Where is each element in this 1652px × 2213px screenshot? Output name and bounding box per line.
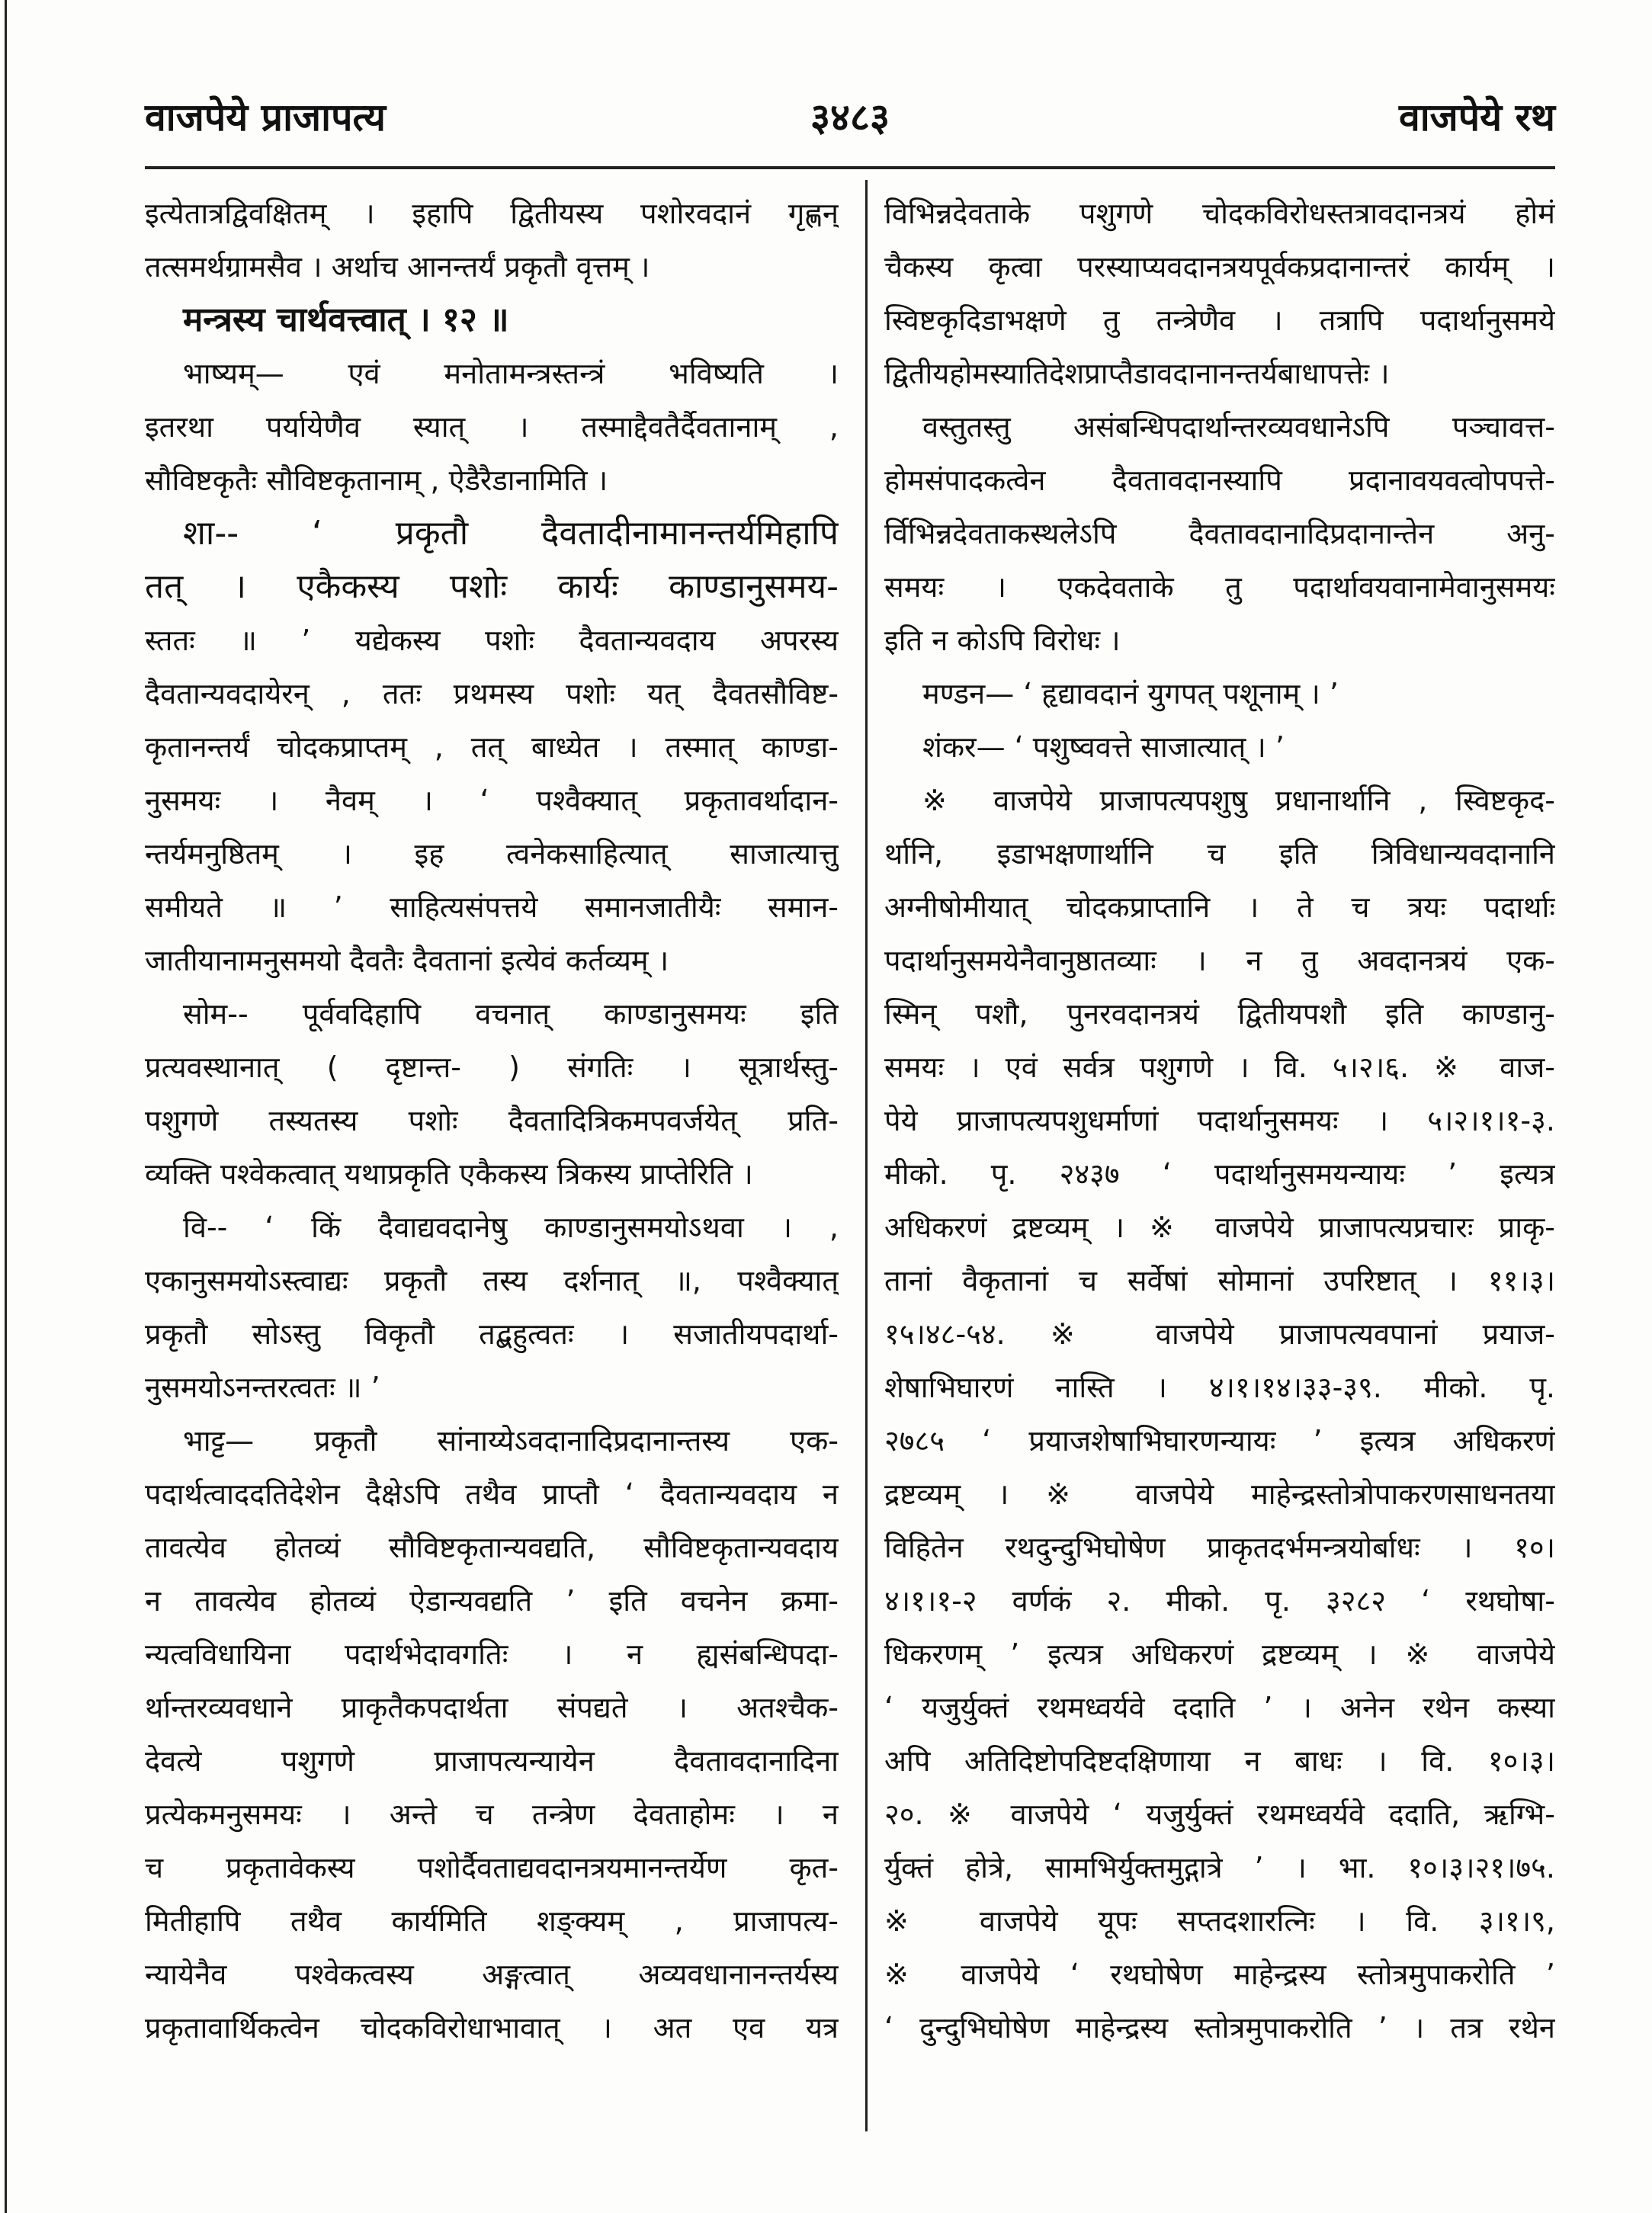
text-line: होमसंपादकत्वेन दैवतावदानस्यापि प्रदानावयवत्वोपपत्ते- — [884, 463, 1555, 497]
column-divider — [865, 180, 868, 2131]
text-line: सोम-- पूर्ववदिहापि वचनात् काण्डानुसमयः इति — [183, 997, 839, 1031]
text-line: शेषाभिघारणं नास्ति । ४।१।१४।३३-३९. मीको. पृ. — [884, 1371, 1555, 1404]
text-line: तत् । एकैकस्य पशोः कार्यः काण्डानुसमय- — [145, 567, 839, 606]
text-line: र्विभिन्नदेवताकस्थलेऽपि दैवतावदानादिप्रदानान्तेन अनु- — [884, 517, 1555, 550]
text-line: १५।४८-५४. ※ वाजपेये प्राजापत्यवपानां प्रयाज- — [884, 1317, 1555, 1351]
text-line: स्मिन् पशौ, पुनरवदानत्रयं द्वितीयपशौ इति काण्डानु- — [884, 997, 1555, 1031]
text-line: एकानुसमयोऽस्त्वाद्यः प्रकृतौ तस्य दर्शनात् ॥, पश्वैक्यात् — [145, 1264, 839, 1297]
text-line: तानां वैकृतानां च सर्वेषां सोमानां उपरिष्टात् । ११।३। — [884, 1264, 1555, 1297]
text-line: द्वितीयहोमस्यातिदेशप्राप्तैडावदानानन्तर्यबाधापत्तेः । — [884, 357, 1390, 390]
left-column — [145, 187, 839, 2054]
text-line: ‘ यजुर्युक्तं रथमध्वर्यवे ददाति ’ । अनेन रथेन कस्या — [884, 1691, 1555, 1724]
text-line: नुसमयः । नैवम् । ‘ पश्वैक्यात् प्रकृतावर्थादान- — [145, 784, 839, 817]
text-line: द्रष्टव्यम् । ※ वाजपेये माहेन्द्रस्तोत्रोपाकरणसाधनतया — [884, 1477, 1555, 1511]
text-line: चैकस्य कृत्वा परस्याप्यवदानत्रयपूर्वकप्रदानान्तरं कार्यम् । — [884, 250, 1555, 284]
text-line: सौविष्टकृतैः सौविष्टकृतानाम् , ऐडैरैडानामिति । — [145, 463, 608, 497]
page-number: ३४८३ — [810, 95, 890, 140]
text-line: प्रकृतौ सोऽस्तु विकृतौ तद्बहुत्वतः । सजातीयपदार्था- — [145, 1317, 839, 1351]
text-line: र्थान्तरव्यवधाने प्राकृतैकपदार्थता संपद्यते । अतश्चैक- — [145, 1691, 839, 1724]
text-line: भाट्ट— प्रकृतौ सांनाय्येऽवदानादिप्रदानान्तस्य एक- — [183, 1424, 839, 1458]
text-line: देवत्ये पशुगणे प्राजापत्यन्यायेन दैवतावदानादिना — [145, 1744, 839, 1778]
text-line: तत्समर्थग्रामसैव । अर्थाच आनन्तर्यं प्रकृतौ वृत्तम् । — [145, 250, 650, 284]
header-right-title: वाजपेये रथ — [1398, 95, 1555, 140]
text-line: इतरथा पर्यायेणैव स्यात् । तस्माद्दैवतैर्दैवतानाम् , — [145, 410, 839, 444]
text-line: अग्नीषोमीयात् चोदकप्राप्तानि । ते च त्रयः पदार्थाः — [884, 890, 1555, 924]
scan-edge-line — [5, 0, 7, 2213]
text-line: ४।१।१-२ वर्णकं २. मीको. पृ. ३२८२ ‘ रथघोषा- — [884, 1584, 1555, 1618]
text-line: पशुगणे तस्यतस्य पशोः दैवतादित्रिकमपवर्जयेत् प्रति- — [145, 1104, 839, 1137]
text-line: समयः । एकदेवताके तु पदार्थावयवानामेवानुसमयः — [884, 570, 1555, 604]
text-line: विहितेन रथदुन्दुभिघोषेण प्राकृतदर्भमन्त्रयोर्बाधः । १०। — [884, 1531, 1555, 1564]
text-line: जातीयानामनुसमयो दैवतैः दैवतानां इत्येवं कर्तव्यम् । — [145, 944, 669, 977]
text-line: मितीहापि तथैव कार्यमिति शङ्क्यम् , प्राजापत्य- — [145, 1904, 839, 1938]
text-line: इत्येतात्रद्विवक्षितम् । इहापि द्वितीयस्य पशोरवदानं गृह्णन् — [145, 197, 839, 230]
text-line: र्थानि, इडाभक्षणार्थानि च इति त्रिविधान्यवदानानि — [884, 837, 1555, 871]
text-line: र्युक्तं होत्रे, सामभिर्युक्तमुद्गात्रे ’ । भा. १०।३।२१।७५. — [884, 1851, 1555, 1884]
text-line: शंकर— ‘ पशुष्ववत्ते साजात्यात् । ’ — [922, 730, 1285, 764]
header-left-title: वाजपेये प्राजापत्य — [145, 95, 387, 140]
text-line: समीयते ॥ ’ साहित्यसंपत्तये समानजातीयैः समान- — [145, 890, 839, 924]
text-line: स्विष्टकृदिडाभक्षणे तु तन्त्रेणैव । तत्रापि पदार्थानुसमये — [884, 303, 1555, 337]
text-line: अधिकरणं द्रष्टव्यम् । ※ वाजपेये प्राजापत्यप्रचारः प्राकृ- — [884, 1211, 1555, 1244]
text-line: मन्त्रस्य चार्थवत्त्वात् । १२ ॥ — [183, 300, 509, 339]
text-line: च प्रकृतावेकस्य पशोर्दैवताद्यवदानत्रयमानन्तर्येण कृत- — [145, 1851, 839, 1884]
text-line: प्रत्येकमनुसमयः । अन्ते च तन्त्रेण देवताहोमः । न — [145, 1798, 839, 1831]
text-line: ※ वाजपेये प्राजापत्यपशुषु प्रधानार्थानि , स्विष्टकृद- — [922, 784, 1555, 817]
text-line: २०. ※ वाजपेये ‘ यजुर्युक्तं रथमध्वर्यवे ददाति, ऋग्भि- — [884, 1798, 1555, 1831]
text-line: ※ वाजपेये यूपः सप्तदशारत्निः । वि. ३।१।९, — [884, 1904, 1555, 1938]
text-line: न्तर्यमनुष्ठितम् । इह त्वनेकसाहित्यात् साजात्यात्तु — [145, 837, 839, 871]
text-line: प्रत्यवस्थानात् ( दृष्टान्त- ) संगतिः । सूत्रार्थस्तु- — [145, 1050, 839, 1084]
text-line: कृतानन्तर्यं चोदकप्राप्तम् , तत् बाध्येत । तस्मात् काण्डा- — [145, 730, 839, 764]
text-line: वस्तुतस्तु असंबन्धिपदार्थान्तरव्यवधानेऽपि पञ्चावत्त- — [922, 410, 1555, 444]
text-line: धिकरणम् ’ इत्यत्र अधिकरणं द्रष्टव्यम् । ※ वाजपेये — [884, 1637, 1555, 1671]
text-line: ‘ दुन्दुभिघोषेण माहेन्द्रस्य स्तोत्रमुपाकरोति ’ । तत्र रथेन — [884, 2011, 1555, 2045]
text-line: पेये प्राजापत्यपशुधर्माणां पदार्थानुसमयः । ५।२।१।१-३. — [884, 1104, 1555, 1137]
text-line: २७८५ ‘ प्रयाजशेषाभिघारणन्यायः ’ इत्यत्र अधिकरणं — [884, 1424, 1555, 1458]
text-line: न्यत्वविधायिना पदार्थभेदावगतिः । न ह्यसंबन्धिपदा- — [145, 1637, 839, 1671]
text-line: व्यक्ति पश्वेकत्वात् यथाप्रकृति एकैकस्य त्रिकस्य प्राप्तेरिति । — [145, 1157, 753, 1191]
header-rule — [145, 166, 1555, 169]
text-line: विभिन्नदेवताके पशुगणे चोदकविरोधस्तत्रावदानत्रयं होमं — [884, 197, 1555, 230]
text-line: मीको. पृ. २४३७ ‘ पदार्थानुसमयन्यायः ’ इत्यत्र — [884, 1157, 1555, 1191]
text-line: समयः । एवं सर्वत्र पशुगणे । वि. ५।२।६. ※ वाज- — [884, 1050, 1555, 1084]
text-line: प्रकृतावार्थिकत्वेन चोदकविरोधाभावात् । अत एव यत्र — [145, 2011, 839, 2045]
text-line: मण्डन— ‘ हृद्यावदानं युगपत् पशूनाम् । ’ — [922, 677, 1339, 710]
text-line: अपि अतिदिष्टोपदिष्टदक्षिणाया न बाधः । वि. १०।३। — [884, 1744, 1555, 1778]
text-line: पदार्थानुसमयेनैवानुष्ठातव्याः । न तु अवदानत्रयं एक- — [884, 944, 1555, 977]
text-line: स्ततः ॥ ’ यद्येकस्य पशोः दैवतान्यवदाय अपरस्य — [145, 624, 839, 657]
text-line: वि-- ‘ किं दैवाद्यवदानेषु काण्डानुसमयोऽथवा । , — [183, 1211, 839, 1244]
text-line: भाष्यम्— एवं मनोतामन्त्रस्तन्त्रं भविष्यति । — [183, 357, 839, 390]
text-line: ※ वाजपेये ‘ रथघोषेण माहेन्द्रस्य स्तोत्रमुपाकरोति ’ — [884, 1958, 1555, 1991]
text-line: नुसमयोऽनन्तरत्वतः ॥ ’ — [145, 1371, 380, 1404]
text-line: इति न कोऽपि विरोधः । — [884, 624, 1121, 657]
text-line: तावत्येव होतव्यं सौविष्टकृतान्यवद्यति, सौविष्टकृतान्यवदाय — [145, 1531, 839, 1564]
text-line: न्यायेनैव पश्वेकत्वस्य अङ्गत्वात् अव्यवधानानन्तर्यस्य — [145, 1958, 839, 1991]
page-header — [145, 90, 1555, 159]
right-column — [884, 187, 1555, 2054]
text-line: शा-- ‘ प्रकृतौ दैवतादीनामानन्तर्यमिहापि — [183, 514, 839, 553]
text-line: पदार्थत्वाददतिदेशेन दैक्षेऽपि तथैव प्राप्तौ ‘ दैवतान्यवदाय न — [145, 1477, 839, 1511]
text-line: न तावत्येव होतव्यं ऐडान्यवद्यति ’ इति वचनेन क्रमा- — [145, 1584, 839, 1618]
text-line: दैवतान्यवदायेरन् , ततः प्रथमस्य पशोः यत् दैवतसौविष्ट- — [145, 677, 839, 710]
